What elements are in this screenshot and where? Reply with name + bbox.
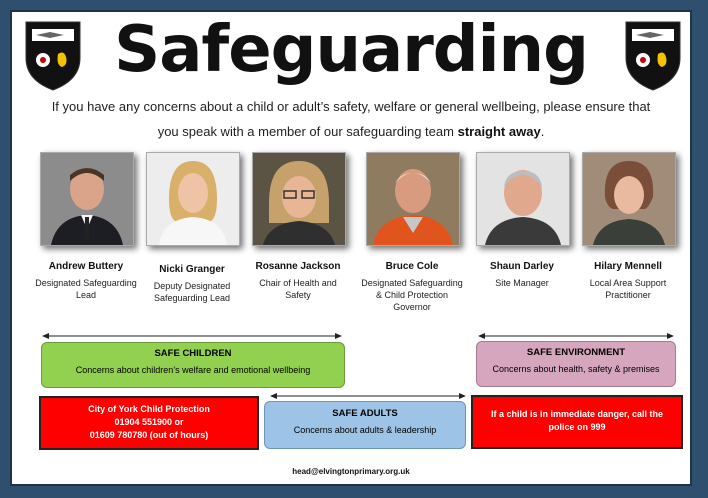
safe-adults-text: Concerns about adults & leadership [293, 425, 437, 435]
emergency-text: If a child is in immediate danger, call the police on 999 [490, 409, 664, 432]
york-child-protection-box [39, 396, 259, 450]
double-arrow-icon [270, 392, 466, 400]
safe-environment-box [476, 341, 676, 387]
safe-children-text: Concerns about children’s welfare and emotional wellbeing [75, 365, 311, 375]
emergency-box [471, 395, 683, 449]
member-role: Local Area Support Practitioner [589, 278, 667, 300]
member-name: Rosanne Jackson [255, 261, 341, 272]
intro-text [42, 94, 660, 144]
member-name: Hilary Mennell [594, 261, 662, 272]
member-role: Deputy Designated Safeguarding Lead [153, 281, 231, 303]
intro-emphasis: straight away [457, 124, 541, 139]
member-name: Andrew Buttery [48, 261, 124, 272]
member-role: Chair of Health and Safety [259, 278, 337, 300]
photo-nicki-granger [146, 152, 240, 246]
double-arrow-icon [42, 332, 342, 340]
safe-children-title: SAFE CHILDREN [154, 348, 232, 359]
member-role: Site Manager [495, 278, 549, 288]
page-title: Safeguarding [114, 13, 588, 87]
double-arrow-icon [478, 332, 674, 340]
poster [10, 10, 692, 486]
safe-adults-title: SAFE ADULTS [332, 408, 398, 419]
photo-hilary-mennell [582, 152, 676, 246]
york-line-1: City of York Child Protection [88, 404, 210, 414]
member-role: Designated Safeguarding Lead [35, 278, 137, 300]
york-phone: 01904 551900 or [114, 417, 184, 427]
safe-environment-title: SAFE ENVIRONMENT [526, 347, 626, 358]
safe-environment-text: Concerns about health, safety & premises [492, 364, 660, 374]
member-name: Bruce Cole [385, 261, 439, 272]
member-name: Shaun Darley [490, 261, 554, 272]
york-out-of-hours-phone: 01609 780780 (out of hours) [89, 430, 209, 440]
contact-email[interactable]: head@elvingtonprimary.org.uk [292, 467, 410, 476]
member-role: Designated Safeguarding & Child Protection Governor [361, 278, 463, 312]
safe-children-box [41, 342, 345, 388]
photo-rosanne-jackson [252, 152, 346, 246]
photo-andrew-buttery [40, 152, 134, 246]
member-name: Nicki Granger [159, 264, 225, 275]
photo-shaun-darley [476, 152, 570, 246]
intro-body: If you have any concerns about a child or adult’s safety, welfare or general wellbeing, please ensure that you speak with a member of our safeguarding team [51, 99, 651, 139]
safe-adults-box [264, 401, 466, 449]
photo-bruce-cole [366, 152, 460, 246]
intro-end: . [540, 124, 545, 139]
